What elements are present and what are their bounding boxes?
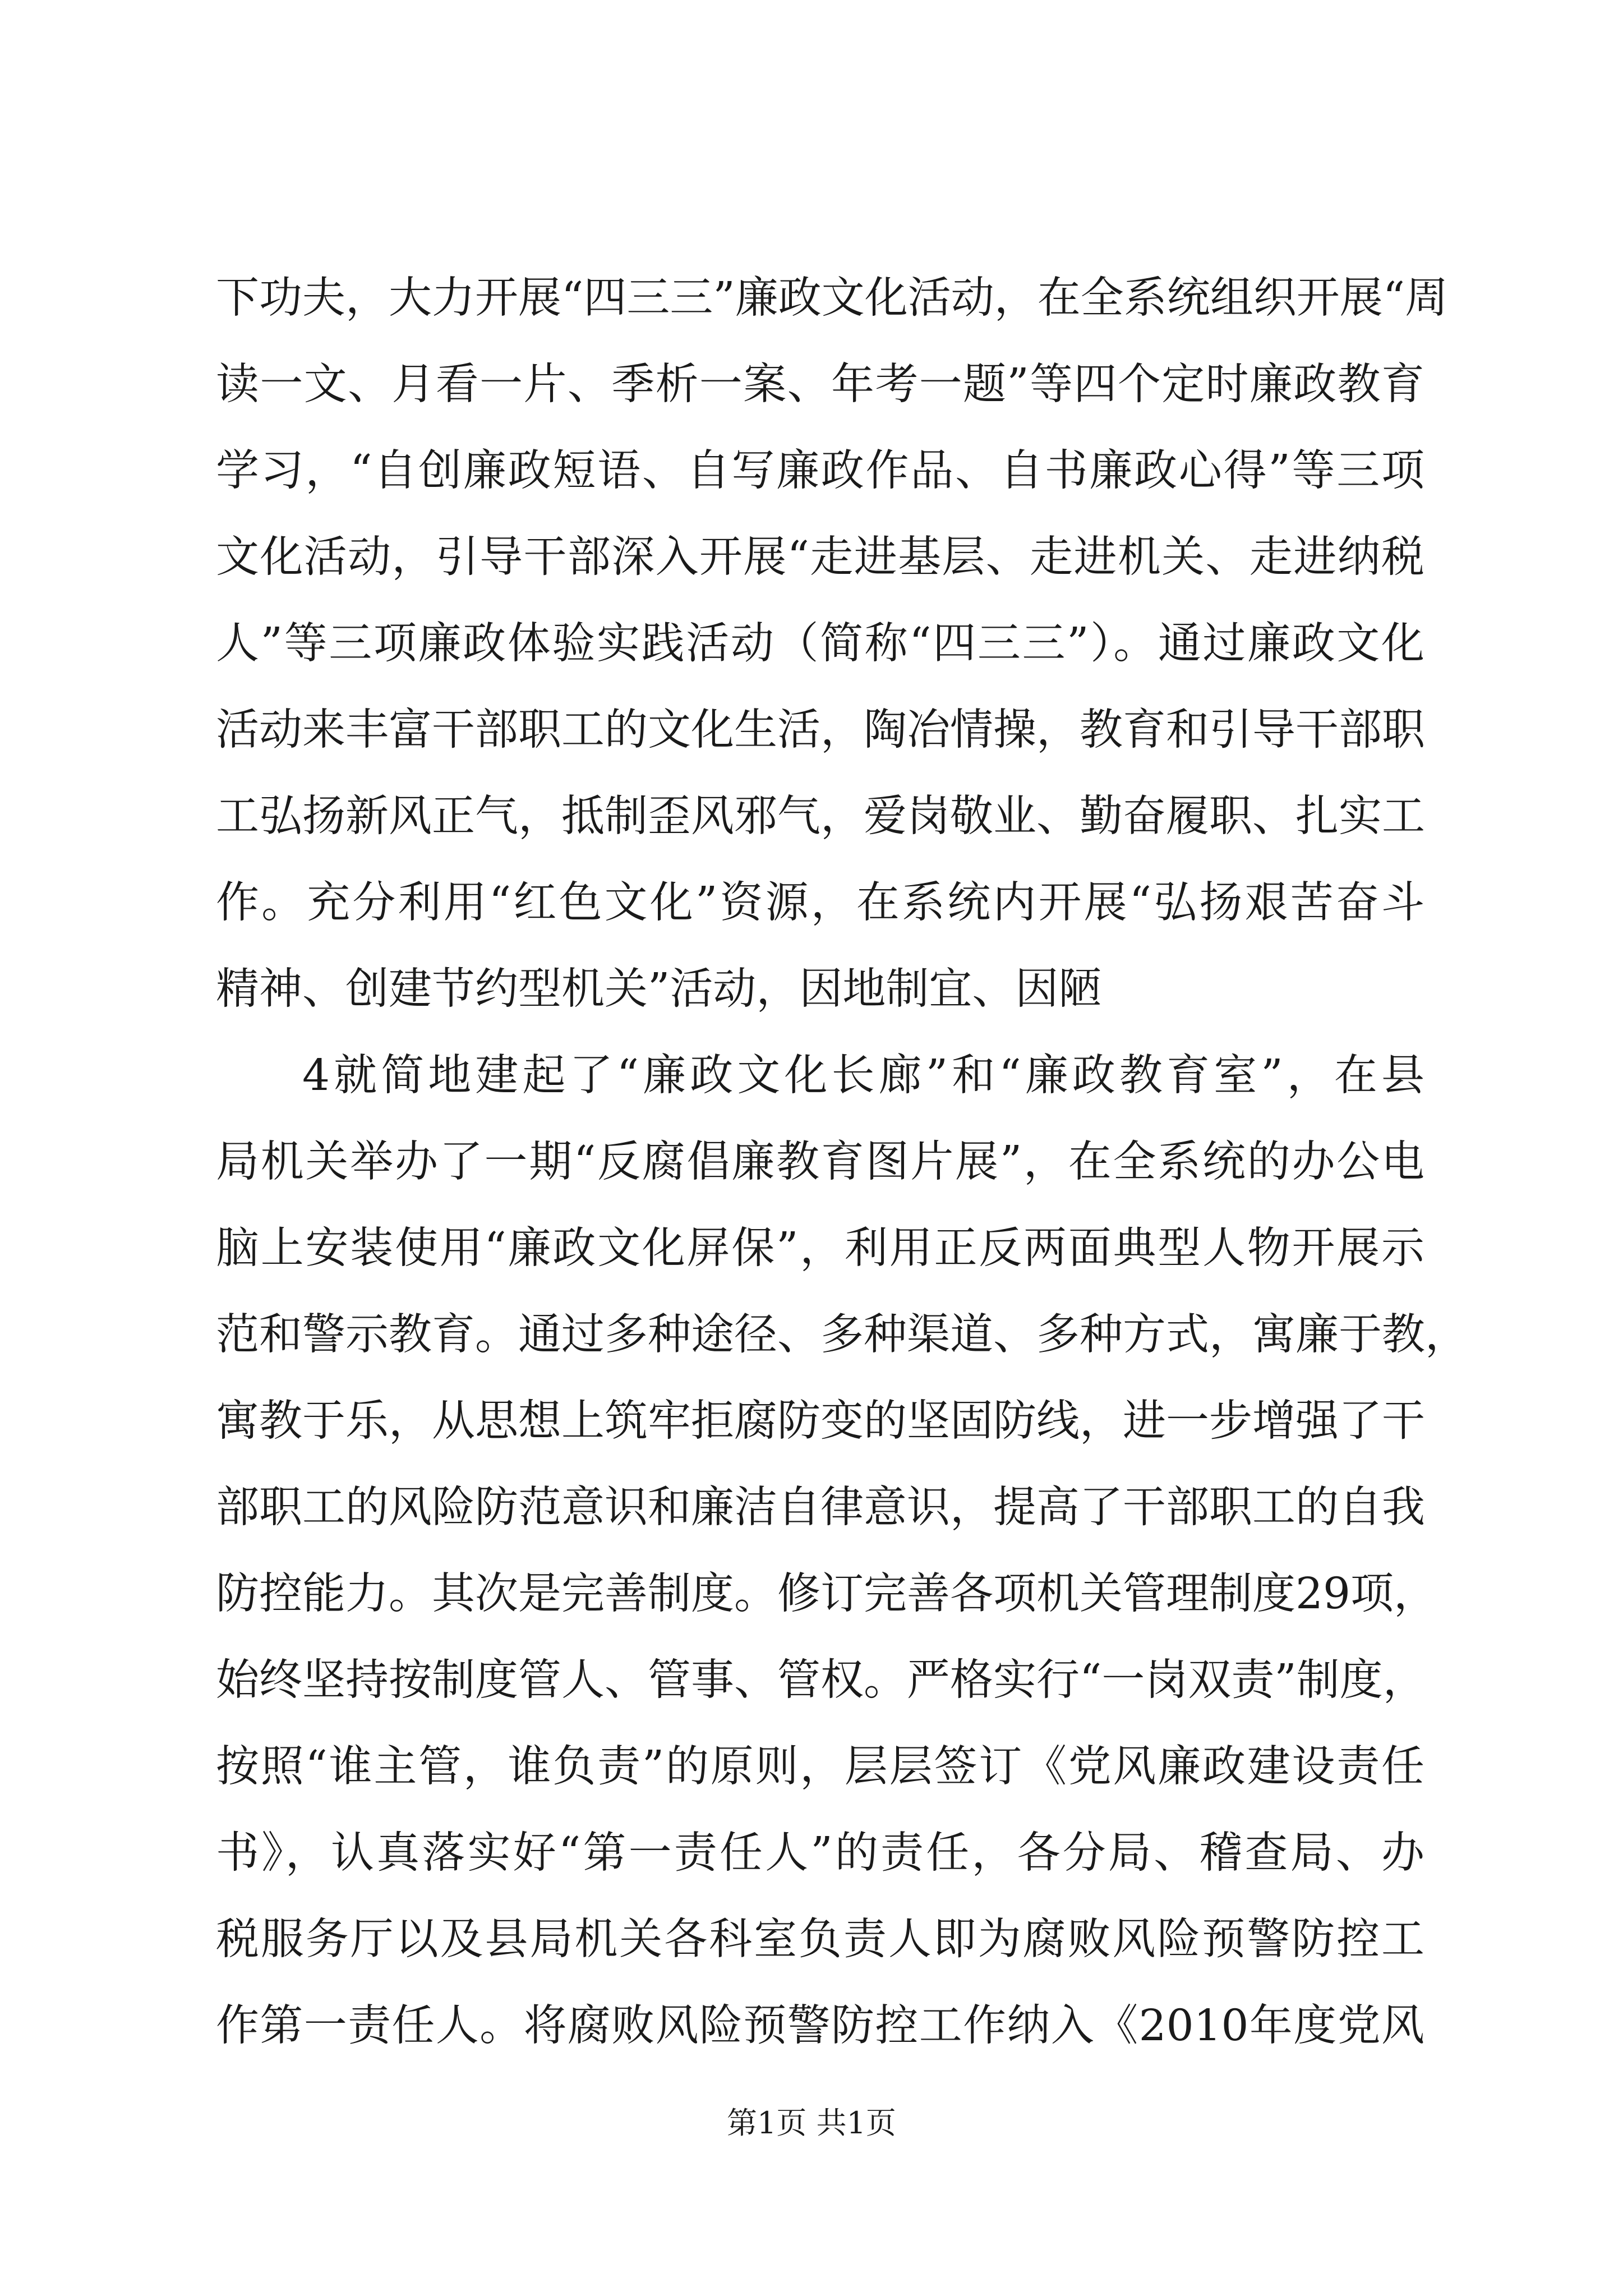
text-line-21: 作第一责任人。将腐败风险预警防控工作纳入《2010年度党风 [216, 2001, 1424, 2051]
text-line-7: 工弘扬新风正气，抵制歪风邪气，爱岗敬业、勤奋履职、扎实工 [216, 792, 1425, 841]
text-line-11: 局机关举办了一期“反腐倡廉教育图片展”，在全系统的办公电 [216, 1137, 1424, 1187]
text-line-20: 税服务厅以及县局机关各科室负责人即为腐败风险预警防控工 [216, 1915, 1424, 1964]
body-text [216, 255, 1468, 2069]
page-number: 第1页 共1页 [727, 2105, 896, 2141]
text-line-8: 作。充分利用“红色文化”资源，在系统内开展“弘扬艰苦奋斗 [216, 878, 1424, 928]
text-line-1: 下功夫，大力开展“四三三”廉政文化活动，在全系统组织开展“周 [216, 273, 1449, 323]
text-line-13: 范和警示教育。通过多种途径、多种渠道、多种方式，寓廉于教， [216, 1310, 1468, 1360]
page-footer [0, 2104, 1623, 2143]
text-line-19: 书》，认真落实好“第一责任人”的责任，各分局、稽查局、办 [216, 1828, 1424, 1878]
text-line-16: 防控能力。其次是完善制度。修订完善各项机关管理制度29项， [216, 1569, 1437, 1619]
text-line-10: 4就简地建起了“廉政文化长廊”和“廉政教育室”，在县 [302, 1051, 1424, 1101]
text-line-4: 文化活动，引导干部深入开展“走进基层、走进机关、走进纳税 [216, 532, 1424, 582]
text-line-2: 读一文、月看一片、季析一案、年考一题”等四个定时廉政教育 [216, 360, 1424, 409]
text-line-5: 人”等三项廉政体验实践活动（简称“四三三”）。通过廉政文化 [216, 619, 1424, 669]
text-line-6: 活动来丰富干部职工的文化生活，陶冶情操，教育和引导干部职 [216, 705, 1425, 755]
text-line-12: 脑上安装使用“廉政文化屏保”，利用正反两面典型人物开展示 [216, 1223, 1424, 1273]
text-line-9: 精神、创建节约型机关”活动，因地制宜、因陋 [216, 964, 1102, 1014]
text-line-18: 按照“谁主管，谁负责”的原则，层层签订《党风廉政建设责任 [216, 1742, 1424, 1792]
text-line-15: 部职工的风险防范意识和廉洁自律意识，提高了干部职工的自我 [216, 1483, 1425, 1533]
text-line-14: 寓教于乐，从思想上筑牢拒腐防变的坚固防线，进一步增强了干 [216, 1396, 1425, 1446]
text-line-3: 学习，“自创廉政短语、自写廉政作品、自书廉政心得”等三项 [216, 446, 1424, 496]
text-line-17: 始终坚持按制度管人、管事、管权。严格实行“一岗双责”制度， [216, 1655, 1426, 1705]
